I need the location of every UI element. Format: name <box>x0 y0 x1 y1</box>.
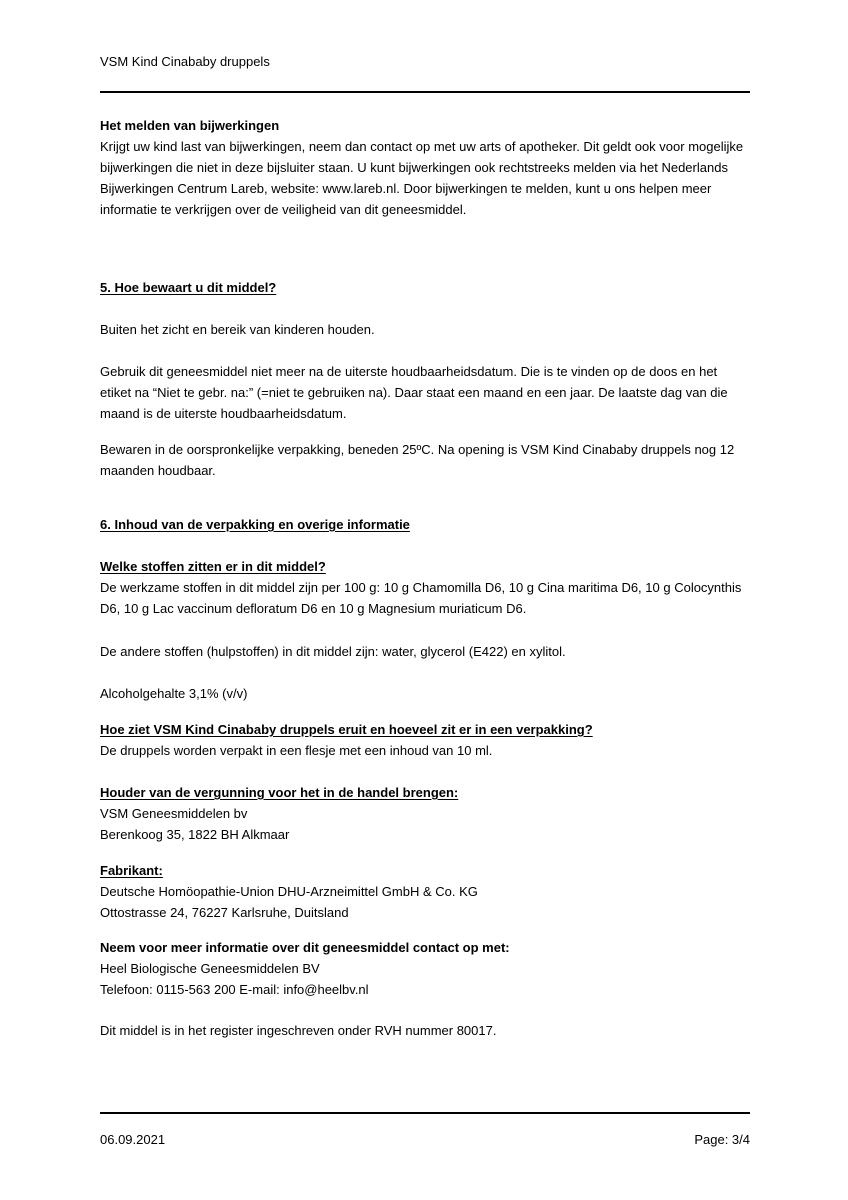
appearance-paragraph: De druppels worden verpakt in een flesje met een inhoud van 10 ml. <box>100 743 493 758</box>
reporting-paragraph: Krijgt uw kind last van bijwerkingen, neem dan contact op met uw arts of apotheker. Dit geldt ook voor mogelijke bijwerkingen die niet in deze bijsluiter staan. U kunt bijwerkingen ook rechtstreeks melden via het Nederlands Bijwerkingen Centrum Lareb, website: www.lareb.nl. Door bijwerkingen te melden, kunt u ons helpen meer informatie te verkrijgen over de veiligheid van dit geneesmiddel. <box>100 139 744 217</box>
header-divider <box>100 91 750 93</box>
manufacturer-line-2: Ottostrasse 24, 76227 Karlsruhe, Duitsland <box>100 905 349 920</box>
substances-paragraph-2: De andere stoffen (hulpstoffen) in dit middel zijn: water, glycerol (E422) en xylitol. <box>100 644 566 659</box>
section5-paragraph-3: Bewaren in de oorspronkelijke verpakking, beneden 25ºC. Na opening is VSM Kind Cinababy druppels nog 12 maanden houdbaar. <box>100 442 735 478</box>
reporting-heading: Het melden van bijwerkingen <box>100 118 280 133</box>
contact-heading: Neem voor meer informatie over dit geneesmiddel contact op met: <box>100 940 510 955</box>
section5-paragraph-2: Gebruik dit geneesmiddel niet meer na de uiterste houdbaarheidsdatum. Die is te vinden op de doos en het etiket na “Niet te gebr. na:” (=niet te gebruiken na). Daar staat een maand en een jaar. De laatste dag van die maand is de uiterste houdbaarheidsdatum. <box>100 364 728 421</box>
contact-line-1: Heel Biologische Geneesmiddelen BV <box>100 961 320 976</box>
register-paragraph: Dit middel is in het register ingeschreven onder RVH nummer 80017. <box>100 1023 497 1038</box>
footer-date: 06.09.2021 <box>100 1132 166 1147</box>
footer <box>100 1129 750 1150</box>
section5-paragraph-1: Buiten het zicht en bereik van kinderen houden. <box>100 322 375 337</box>
license-holder-line-1: VSM Geneesmiddelen bv <box>100 806 248 821</box>
manufacturer-heading: Fabrikant: <box>100 863 163 878</box>
manufacturer-line-1: Deutsche Homöopathie-Union DHU-Arzneimittel GmbH & Co. KG <box>100 884 478 899</box>
section5-heading: 5. Hoe bewaart u dit middel? <box>100 280 277 295</box>
license-holder-line-2: Berenkoog 35, 1822 BH Alkmaar <box>100 827 290 842</box>
footer-divider <box>100 1112 750 1114</box>
substances-paragraph-1: De werkzame stoffen in dit middel zijn per 100 g: 10 g Chamomilla D6, 10 g Cina maritima D6, 10 g Colocynthis D6, 10 g Lac vaccinum defloratum D6 en 10 g Magnesium muriaticum D6. <box>100 580 742 616</box>
license-holder-heading: Houder van de vergunning voor het in de handel brengen: <box>100 785 459 800</box>
footer-page-number: Page: 3/4 <box>694 1132 750 1147</box>
appearance-heading: Hoe ziet VSM Kind Cinababy druppels eruit en hoeveel zit er in een verpakking? <box>100 722 593 737</box>
contact-line-2: Telefoon: 0115-563 200 E-mail: info@heelbv.nl <box>100 982 369 997</box>
document-header-title: VSM Kind Cinababy druppels <box>100 54 270 69</box>
section6-heading: 6. Inhoud van de verpakking en overige informatie <box>100 517 410 532</box>
substances-heading: Welke stoffen zitten er in dit middel? <box>100 559 326 574</box>
substances-paragraph-3: Alcoholgehalte 3,1% (v/v) <box>100 686 248 701</box>
